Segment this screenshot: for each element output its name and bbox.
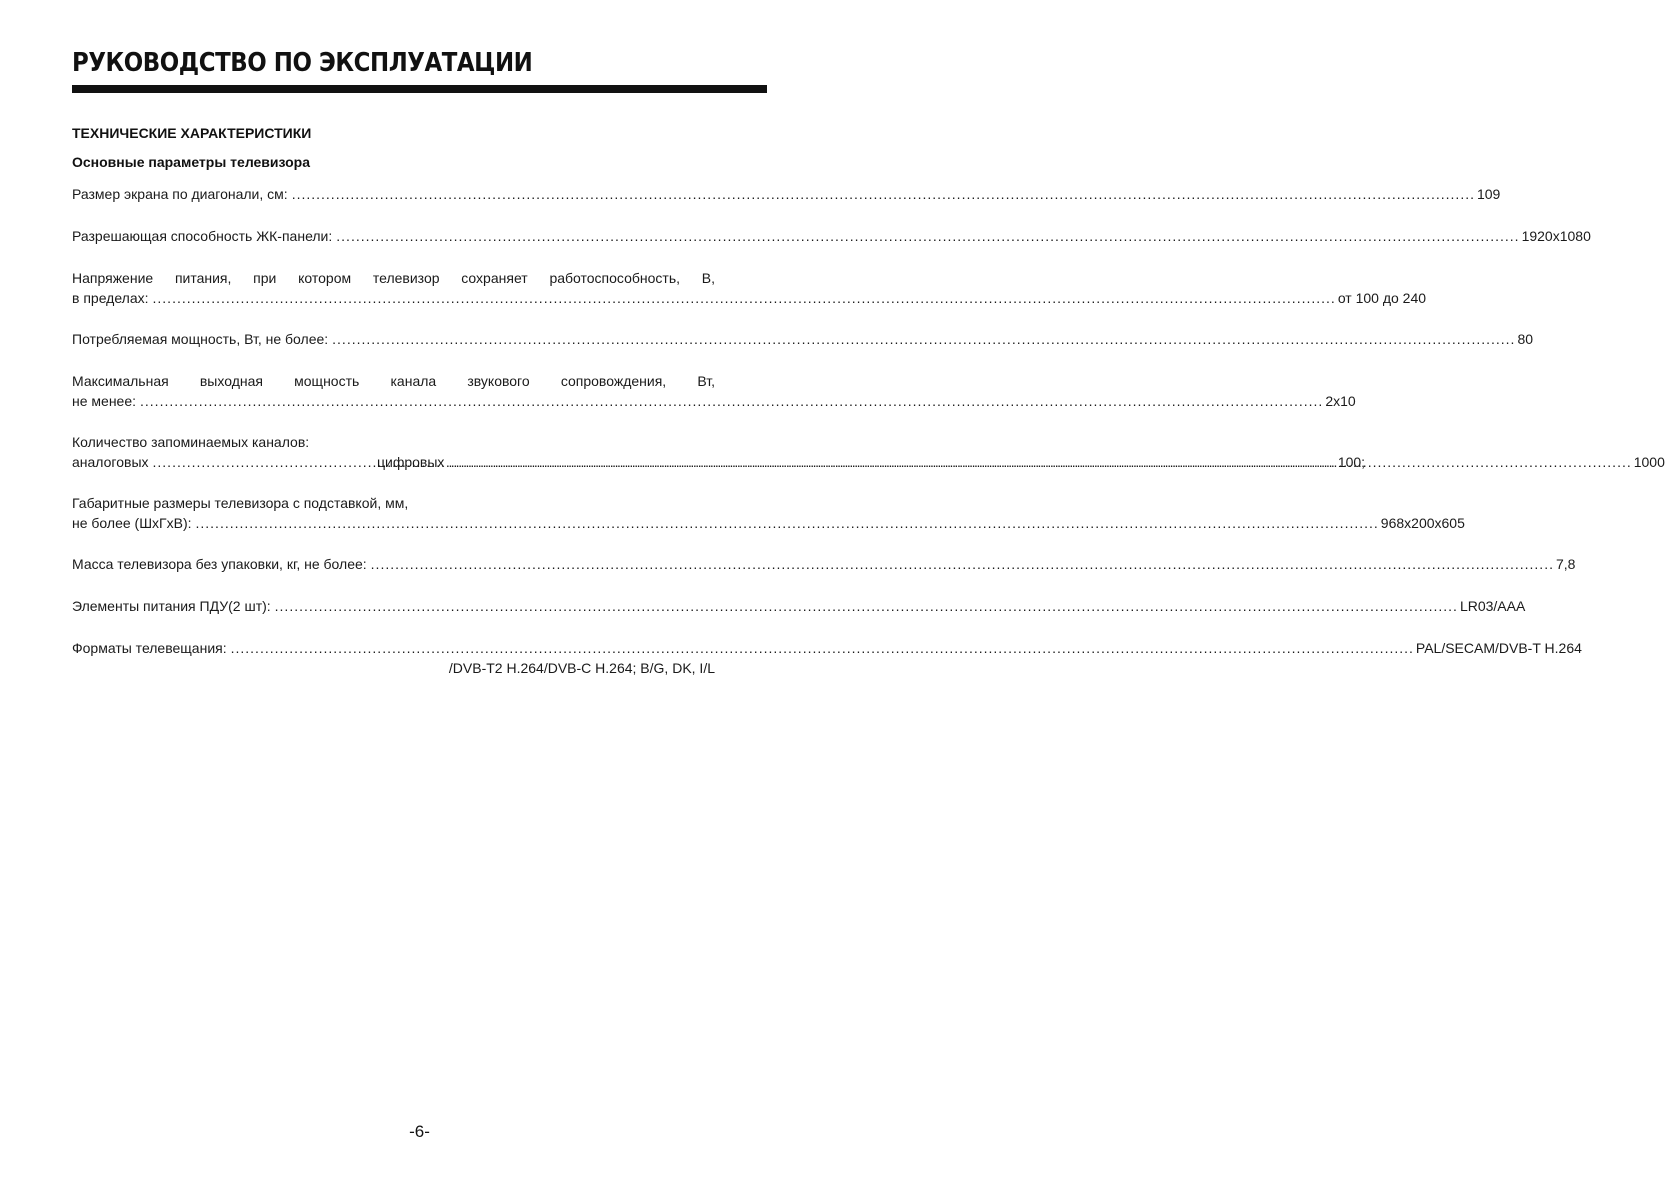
spec-value: 80 xyxy=(1517,331,1534,347)
spec-weight xyxy=(72,554,1576,574)
spec-value: 7,8 xyxy=(1555,556,1576,572)
spec-label: в пределах: xyxy=(72,290,149,306)
spec-channels-line1: Количество запоминаемых каналов: xyxy=(72,434,310,450)
spec-label: Потребляемая мощность, Вт, не более: xyxy=(72,331,329,347)
spec-broadcast xyxy=(72,638,1582,658)
subsection-title: Основные параметры телевизора xyxy=(72,154,311,170)
dot-leader xyxy=(336,226,1519,246)
spec-label: Элементы питания ПДУ(2 шт): xyxy=(72,598,271,614)
spec-label: Размер экрана по диагонали, см: xyxy=(72,186,288,202)
spec-label: аналоговых xyxy=(72,454,149,470)
spec-value: 109 xyxy=(1476,186,1501,202)
dot-leader xyxy=(292,184,1475,204)
spec-label: не менее: xyxy=(72,393,137,409)
dot-leader xyxy=(140,391,1323,411)
spec-channels-digital xyxy=(377,452,1665,472)
spec-channels xyxy=(72,452,1665,472)
spec-label: Форматы телевещания: xyxy=(72,640,227,656)
section-title: ТЕХНИЧЕСКИЕ ХАРАКТЕРИСТИКИ xyxy=(72,125,312,141)
dot-leader xyxy=(275,596,1458,616)
header-rule xyxy=(72,85,767,93)
spec-value: 2x10 xyxy=(1325,393,1356,409)
spec-screen xyxy=(72,184,1501,204)
dot-leader xyxy=(153,288,1336,308)
spec-label: не более (ШхГхВ): xyxy=(72,515,192,531)
spec-value: 100; xyxy=(1337,454,1366,470)
spec-dimensions xyxy=(72,513,1465,533)
spec-power xyxy=(72,329,1534,349)
spec-audio xyxy=(72,391,1356,411)
dot-leader xyxy=(371,554,1554,574)
spec-voltage xyxy=(72,288,1427,308)
spec-batteries xyxy=(72,596,1526,616)
spec-value: от 100 до 240 xyxy=(1337,290,1427,306)
spec-dimensions-line1: Габаритные размеры телевизора с подставкой, мм, xyxy=(72,495,409,511)
page-header-title: РУКОВОДСТВО ПО ЭКСПЛУАТАЦИИ xyxy=(72,48,533,78)
spec-value: 1920x1080 xyxy=(1521,228,1591,244)
spec-label: цифровых xyxy=(377,454,445,470)
spec-label: Масса телевизора без упаковки, кг, не более: xyxy=(72,556,367,572)
spec-label: Разрешающая способность ЖК-панели: xyxy=(72,228,333,244)
spec-resolution xyxy=(72,226,1591,246)
spec-voltage-line1: Напряжение питания, при котором телевизор сохраняет работоспособность, В, xyxy=(72,270,715,286)
spec-broadcast-line2: /DVB-T2 H.264/DVB-C H.264; B/G, DK, I/L xyxy=(448,660,715,676)
dot-leader xyxy=(448,452,1631,472)
dot-leader xyxy=(196,513,1379,533)
dot-leader xyxy=(332,329,1515,349)
spec-value: PAL/SECAM/DVB-T H.264 xyxy=(1415,640,1582,656)
spec-value: 1000 xyxy=(1633,454,1665,470)
spec-audio-line1: Максимальная выходная мощность канала звукового сопровождения, Вт, xyxy=(72,373,715,389)
spec-value: LR03/AAA xyxy=(1459,598,1526,614)
specs-list xyxy=(72,184,1665,678)
dot-leader xyxy=(231,638,1414,658)
page-number: -6- xyxy=(409,1122,430,1141)
spec-value: 968x200x605 xyxy=(1380,515,1465,531)
